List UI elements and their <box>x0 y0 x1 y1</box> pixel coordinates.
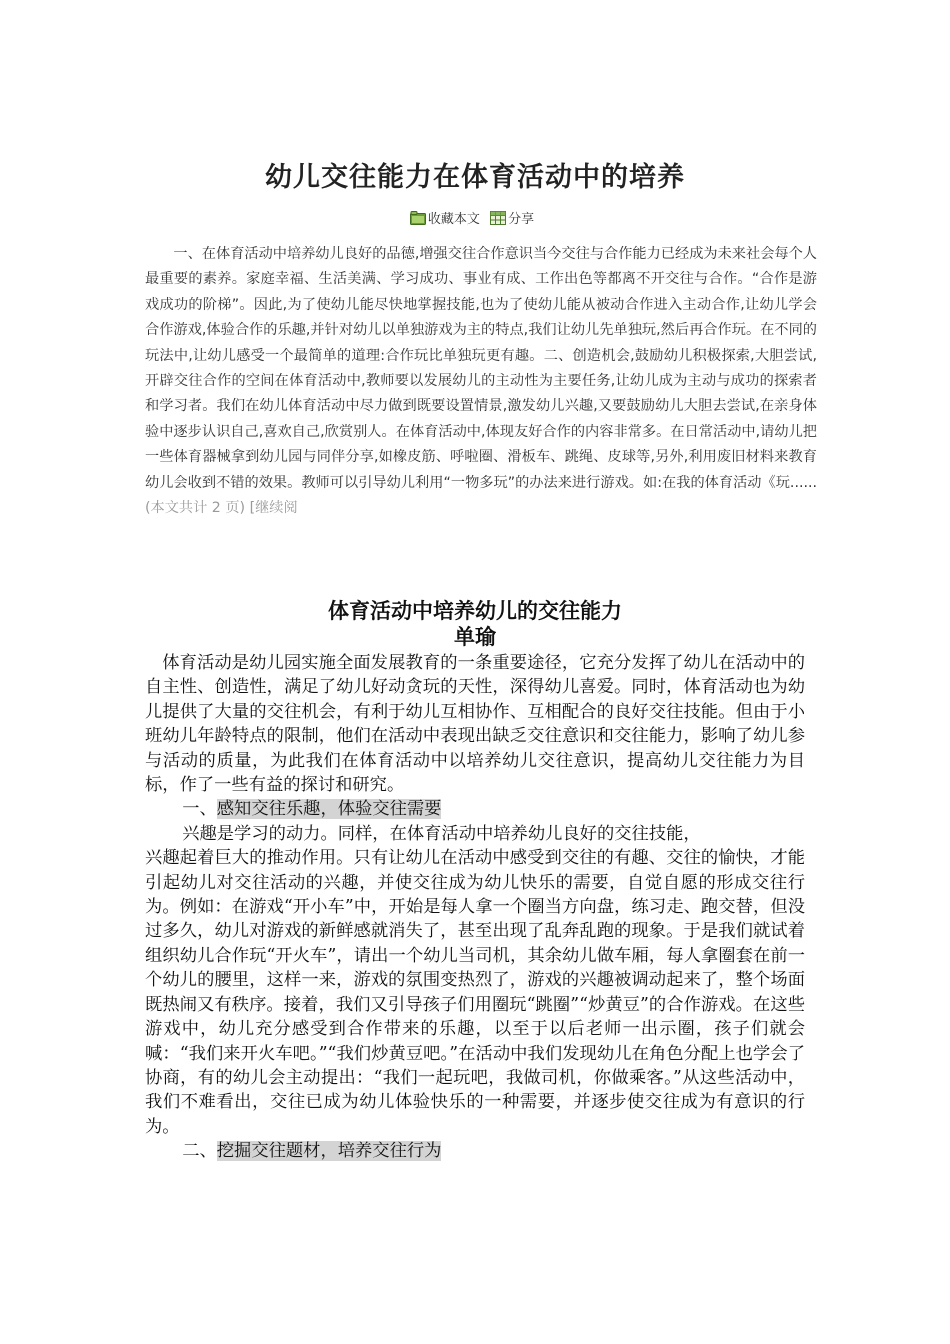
section-title-2: 挖掘交往题材，培养交往行为 <box>216 1141 442 1162</box>
share-label: 分享 <box>508 212 535 227</box>
collect-link[interactable] <box>410 212 484 227</box>
collect-label: 收藏本文 <box>427 212 480 227</box>
continue-reading-link[interactable]: (本文共计 2 页) [继续阅 <box>145 500 298 517</box>
article <box>145 598 805 1164</box>
section-number-1: 一、 <box>182 799 217 820</box>
abstract-body: 一、在体育活动中培养幼儿良好的品德,增强交往合作意识当今交往与合作能力已经成为未来社会每个人最重要的素养。家庭幸福、生活美满、学习成功、事业有成、工作出色等都离不开交往与合作。“合作是游戏成功的阶梯”。因此,为了使幼儿能尽快地掌握技能,也为了使幼儿能从被动合作进入主动合作,让幼儿学会合作游戏,体验合作的乐趣,并针对幼儿以单独游戏为主的特点,我们让幼儿先单独玩,然后再合作玩。在不同的玩法中,让幼儿感受一个最简单的道理:合作玩比单独玩更有趣。二、创造机会,鼓励幼儿积极探索,大胆尝试,开辟交往合作的空间在体育活动中,教师要以发展幼儿的主动性为主要任务,让幼儿成为主动与成功的探索者和学习者。我们在幼儿体育活动中尽力做到既要设置情景,激发幼儿兴趣,又要鼓励幼儿大胆去尝试,在亲身体验中逐步认识自己,喜欢自己,欣赏别人。在体育活动中,体现友好合作的内容非常多。在日常活动中,请幼儿把一些体育器械拿到幼儿园与同伴分享,如橡皮筋、呼啦圈、滑板车、跳绳、皮球等,另外,利用废旧材料来教育幼儿会收到不错的效果。教师可以引导幼儿利用“一物多玩”的办法来进行游戏。如:在我的体育活动《玩...... <box>145 246 817 491</box>
section1-paragraph: 兴趣起着巨大的推动作用。只有让幼儿在活动中感受到交往的有趣、交往的愉快，才能引起幼儿对交往活动的兴趣，并使交往成为幼儿快乐的需要，自觉自愿的形成交往行为。例如：在游戏“开小车”中，开始是每人拿一个圈当方向盘，练习走、跑交替，但没过多久，幼儿对游戏的新鲜感就消失了，甚至出现了乱奔乱跑的现象。于是我们就试着组织幼儿合作玩“开火车”，请出一个幼儿当司机，其余幼儿做车厢，每人拿圈套在前一个幼儿的腰里，这样一来，游戏的氛围变热烈了，游戏的兴趣被调动起来了，整个场面既热闹又有秩序。接着，我们又引导孩子们用圈玩“跳圈”“炒黄豆”的合作游戏。在这些游戏中，幼儿充分感受到合作带来的乐趣，以至于以后老师一出示圈，孩子们就会喊：“我们来开火车吧。”“我们炒黄豆吧。”在活动中我们发现幼儿在角色分配上也学会了协商，有的幼儿会主动提出：“我们一起玩吧，我做司机，你做乘客。”从这些活动中，我们不难看出，交往已成为幼儿体验快乐的一种需要，并逐步使交往成为有意识的行为。 <box>145 848 805 1137</box>
toolbar <box>0 208 950 227</box>
article-title: 体育活动中培养幼儿的交往能力 <box>328 598 622 623</box>
article-author: 单瑜 <box>454 624 496 649</box>
share-link[interactable] <box>490 212 534 227</box>
section-heading-2 <box>145 1139 805 1163</box>
section1-paragraph-lead: 兴趣是学习的动力。同样，在体育活动中培养幼儿良好的交往技能， <box>182 823 701 844</box>
section-title-1: 感知交往乐趣，体验交往需要 <box>216 799 442 820</box>
abstract-text <box>145 242 817 521</box>
page-title: 幼儿交往能力在体育活动中的培养 <box>265 162 685 193</box>
section-number-2: 二、 <box>182 1141 217 1162</box>
intro-paragraph: 体育活动是幼儿园实施全面发展教育的一条重要途径，它充分发挥了幼儿在活动中的自主性、创造性，满足了幼儿好动贪玩的天性，深得幼儿喜爱。同时，体育活动也为幼儿提供了大量的交往机会，有利于幼儿互相协作、互相配合的良好交往技能。但由于小班幼儿年龄特点的限制，他们在活动中表现出缺乏交往意识和交往能力，影响了幼儿参与活动的质量，为此我们在体育活动中以培养幼儿交往意识，提高幼儿交往能力为目标，作了一些有益的探讨和研究。 <box>145 653 805 796</box>
folder-icon <box>410 211 426 225</box>
section-heading-1 <box>145 797 805 821</box>
grid-share-icon <box>490 211 506 225</box>
